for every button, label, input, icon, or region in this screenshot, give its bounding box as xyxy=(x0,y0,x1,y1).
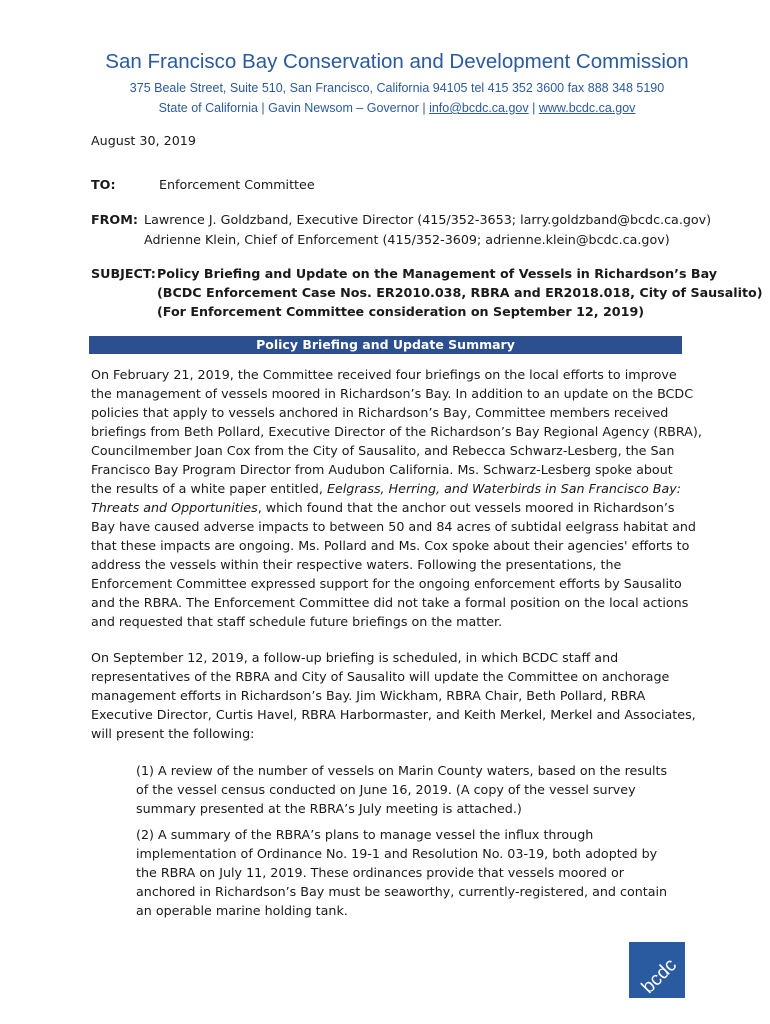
bcdc-logo xyxy=(629,942,685,998)
paper-title: Eelgrass, Herring, and Waterbirds in San Francisco Bay: xyxy=(326,481,682,496)
paper-title: Threats and Opportunities xyxy=(91,500,258,515)
text-line: management efforts in Richardson’s Bay. Jim Wickham, RBRA Chair, Beth Pollard, RBRA xyxy=(91,688,646,703)
org-name: San Francisco Bay Conservation and Development Commission xyxy=(105,50,689,73)
text-line: Bay have caused adverse impacts to between 50 and 84 acres of subtidal eelgrass habitat and xyxy=(91,519,696,534)
to-label: TO: xyxy=(91,177,116,192)
text-line: that these impacts are ongoing. Ms. Pollard and Ms. Cox spoke about their agencies' efforts to xyxy=(91,538,690,553)
text-line: implementation of Ordinance No. 19-1 and Resolution No. 03-19, both adopted by xyxy=(136,846,658,861)
paragraph-1 xyxy=(91,365,702,631)
text-line: Executive Director, Curtis Havel, RBRA Harbormaster, and Keith Merkel, Merkel and Associates, xyxy=(91,707,696,722)
text-line: the management of vessels moored in Richardson’s Bay. In addition to an update on the BCDC xyxy=(91,386,694,401)
text-line: and the RBRA. The Enforcement Committee did not take a formal position on the local actions xyxy=(91,595,689,610)
subject-label: SUBJECT: xyxy=(91,266,156,281)
paragraph-2 xyxy=(91,648,696,743)
text-line: briefings from Beth Pollard, Executive Director of the Richardson’s Bay Regional Agency (RBRA), xyxy=(91,424,702,439)
text-line: Councilmember Joan Cox from the City of Sausalito, and Rebecca Schwarz-Lesberg, the San xyxy=(91,443,675,458)
state-text: State of California | Gavin Newsom – Governor | xyxy=(158,101,426,115)
text-segment: , which found that the anchor out vessels moored in Richardson’s xyxy=(257,500,675,515)
subject-line: (For Enforcement Committee consideration on September 12, 2019) xyxy=(157,304,645,319)
website-link[interactable]: www.bcdc.ca.gov xyxy=(538,101,636,115)
email-link[interactable]: info@bcdc.ca.gov xyxy=(429,101,529,115)
text-line: Francisco Bay Program Director from Audubon California. Ms. Schwarz-Lesberg spoke about xyxy=(91,462,673,477)
from-line: Lawrence J. Goldzband, Executive Director (415/352-3653; larry.goldzband@bcdc.ca.gov) xyxy=(144,212,712,227)
text-line: (1) A review of the number of vessels on Marin County waters, based on the results xyxy=(136,763,668,778)
text-segment: the results of a white paper entitled, xyxy=(91,481,327,496)
text-line: representatives of the RBRA and City of Sausalito will update the Committee on anchorage xyxy=(91,669,670,684)
text-line: (2) A summary of the RBRA’s plans to manage vessel the influx through xyxy=(136,827,594,842)
text-line: anchored in Richardson’s Bay must be seaworthy, currently-registered, and contain xyxy=(136,884,668,899)
text-line xyxy=(91,479,691,498)
text-line: of the vessel census conducted on June 16, 2019. (A copy of the vessel survey xyxy=(136,782,636,797)
text-line: Enforcement Committee expressed support for the ongoing enforcement efforts by Sausalito xyxy=(91,576,682,591)
from-label: FROM: xyxy=(91,212,138,227)
to-value: Enforcement Committee xyxy=(159,177,315,192)
text-line: and requested that staff schedule future briefings on the matter. xyxy=(91,614,503,629)
text-line: summary presented at the RBRA’s July meeting is attached.) xyxy=(136,801,522,816)
list-item xyxy=(136,825,696,920)
text-line: On September 12, 2019, a follow-up briefing is scheduled, in which BCDC staff and xyxy=(91,650,619,665)
logo-text: bcdc xyxy=(637,954,681,998)
from-line: Adrienne Klein, Chief of Enforcement (415/352-3609; adrienne.klein@bcdc.ca.gov) xyxy=(144,232,670,247)
text-line: will present the following: xyxy=(91,726,255,741)
memo-date: August 30, 2019 xyxy=(91,133,196,148)
text-line: an operable marine holding tank. xyxy=(136,903,348,918)
text-line: On February 21, 2019, the Committee received four briefings on the local efforts to improve xyxy=(91,367,677,382)
subject-line: Policy Briefing and Update on the Management of Vessels in Richardson’s Bay xyxy=(157,266,718,281)
state-line xyxy=(0,101,770,115)
text-line: address the vessels within their respective waters. Following the presentations, the xyxy=(91,557,622,572)
subject-line: (BCDC Enforcement Case Nos. ER2010.038, RBRA and ER2018.018, City of Sausalito) xyxy=(157,285,763,300)
bcdc-logo-icon xyxy=(629,942,685,998)
text-line: policies that apply to vessels anchored in Richardson’s Bay, Committee members received xyxy=(91,405,669,420)
list-item xyxy=(136,761,696,818)
text-line: the RBRA on July 11, 2019. These ordinances provide that vessels moored or xyxy=(136,865,624,880)
text-line xyxy=(91,498,691,517)
address-line: 375 Beale Street, Suite 510, San Francisco, California 94105 tel 415 352 3600 fax 888 348 5190 xyxy=(129,81,665,95)
separator: | xyxy=(532,101,536,115)
summary-heading: Policy Briefing and Update Summary xyxy=(89,336,682,354)
